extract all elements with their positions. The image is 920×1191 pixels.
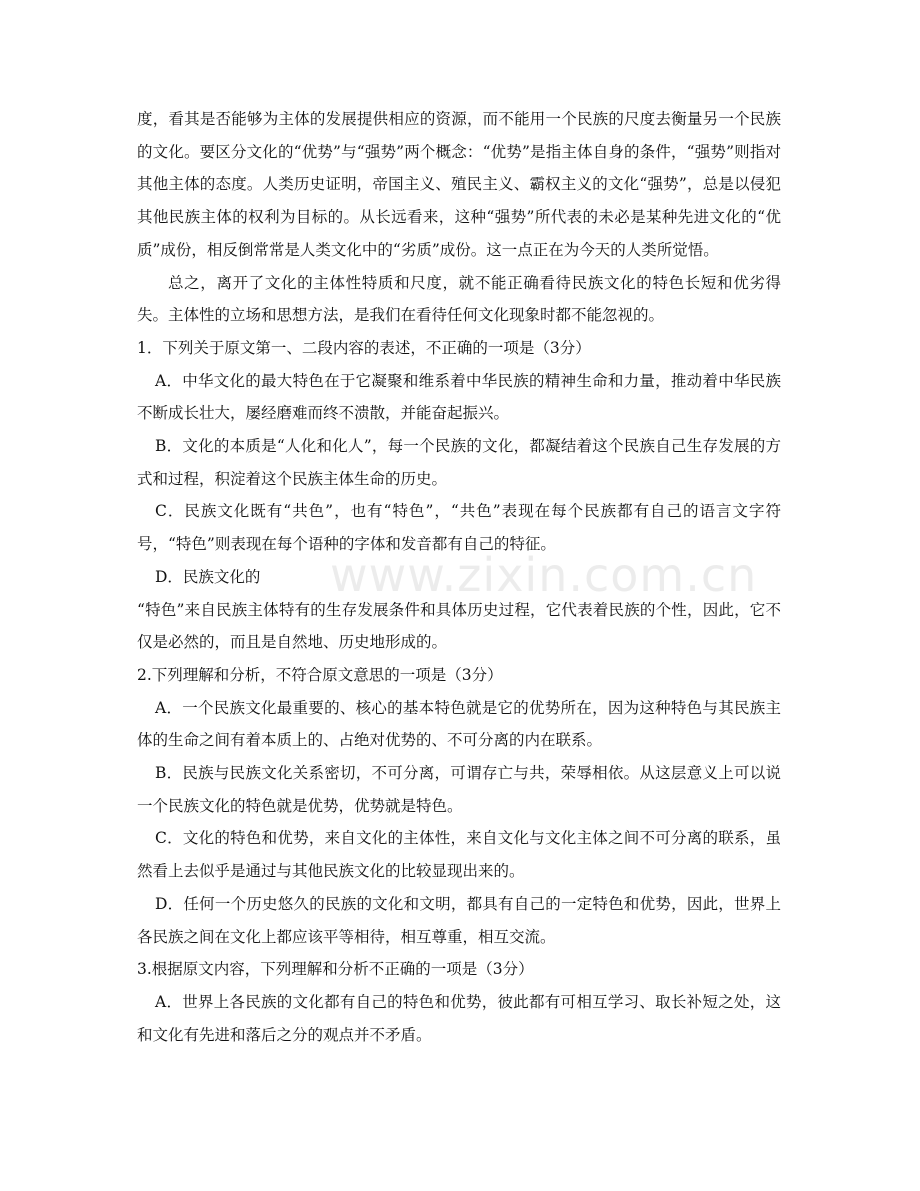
question-stem: 1．下列关于原文第一、二段内容的表述，不正确的一项是（3分） — [137, 338, 591, 357]
question-option: D．任何一个历史悠久的民族的文化和文明，都具有自己的一定特色和优势，因此，世界上各民族之间在文化上都应该平等相待，相互尊重，相互交流。 — [137, 894, 781, 946]
question-option-continuation: “特色”来自民族主体特有的生存发展条件和具体历史过程，它代表着民族的个性，因此，它不仅是必然的，而且是自然地、历史地形成的。 — [137, 600, 781, 652]
question-stem: 3.根据原文内容，下列理解和分析不正确的一项是（3分） — [137, 960, 534, 979]
question-stem: 2.下列理解和分析，不符合原文意思的一项是（3分） — [137, 665, 503, 684]
passage-paragraph: 度，看其是否能够为主体的发展提供相应的资源，而不能用一个民族的尺度去衡量另一个民族的文化。要区分文化的“优势”与“强势”两个概念：“优势”是指主体自身的条件，“强势”则指对其他主体的态度。人类历史证明，帝国主义、殖民主义、霸权主义的文化“强势”，总是以侵犯其他民族主体的权利为目标的。从长远看来，这种“强势”所代表的未必是某种先进文化的“优质”成份，相反倒常常是人类文化中的“劣质”成份。这一点正在为今天的人类所觉悟。 — [137, 110, 781, 259]
question-option: A．世界上各民族的文化都有自己的特色和优势，彼此都有可相互学习、取长补短之处，这和文化有先进和落后之分的观点并不矛盾。 — [137, 992, 781, 1044]
question-option: D．民族文化的 — [155, 567, 261, 586]
question-option: B．文化的本质是“人化和化人”，每一个民族的文化，都凝结着这个民族自己生存发展的方式和过程，积淀着这个民族主体生命的历史。 — [137, 437, 781, 488]
question-option: C．民族文化既有“共色”，也有“特色”，“共色”表现在每个民族都有自己的语言文字符号，“特色”则表现在每个语种的字体和发音都有自己的特征。 — [137, 502, 781, 554]
passage-paragraph: 总之，离开了文化的主体性特质和尺度，就不能正确看待民族文化的特色长短和优劣得失。主体性的立场和思想方法，是我们在看待任何文化现象时都不能忽视的。 — [137, 273, 781, 325]
question-option: A．中华文化的最大特色在于它凝聚和维系着中华民族的精神生命和力量，推动着中华民族不断成长壮大，屡经磨难而终不溃散，并能奋起振兴。 — [137, 371, 781, 423]
watermark: www.zixin.com.cn — [330, 548, 758, 602]
question-option: B．民族与民族文化关系密切，不可分离，可谓存亡与共，荣辱相依。从这层意义上可以说一个民族文化的特色就是优势，优势就是特色。 — [137, 764, 781, 815]
question-option: C．文化的特色和优势，来自文化的主体性，来自文化与文化主体之间不可分离的联系，虽然看上去似乎是通过与其他民族文化的比较显现出来的。 — [137, 829, 781, 881]
document-body — [137, 103, 781, 1051]
question-option: A．一个民族文化最重要的、核心的基本特色就是它的优势所在，因为这种特色与其民族主体的生命之间有着本质上的、占绝对优势的、不可分离的内在联系。 — [137, 698, 781, 750]
